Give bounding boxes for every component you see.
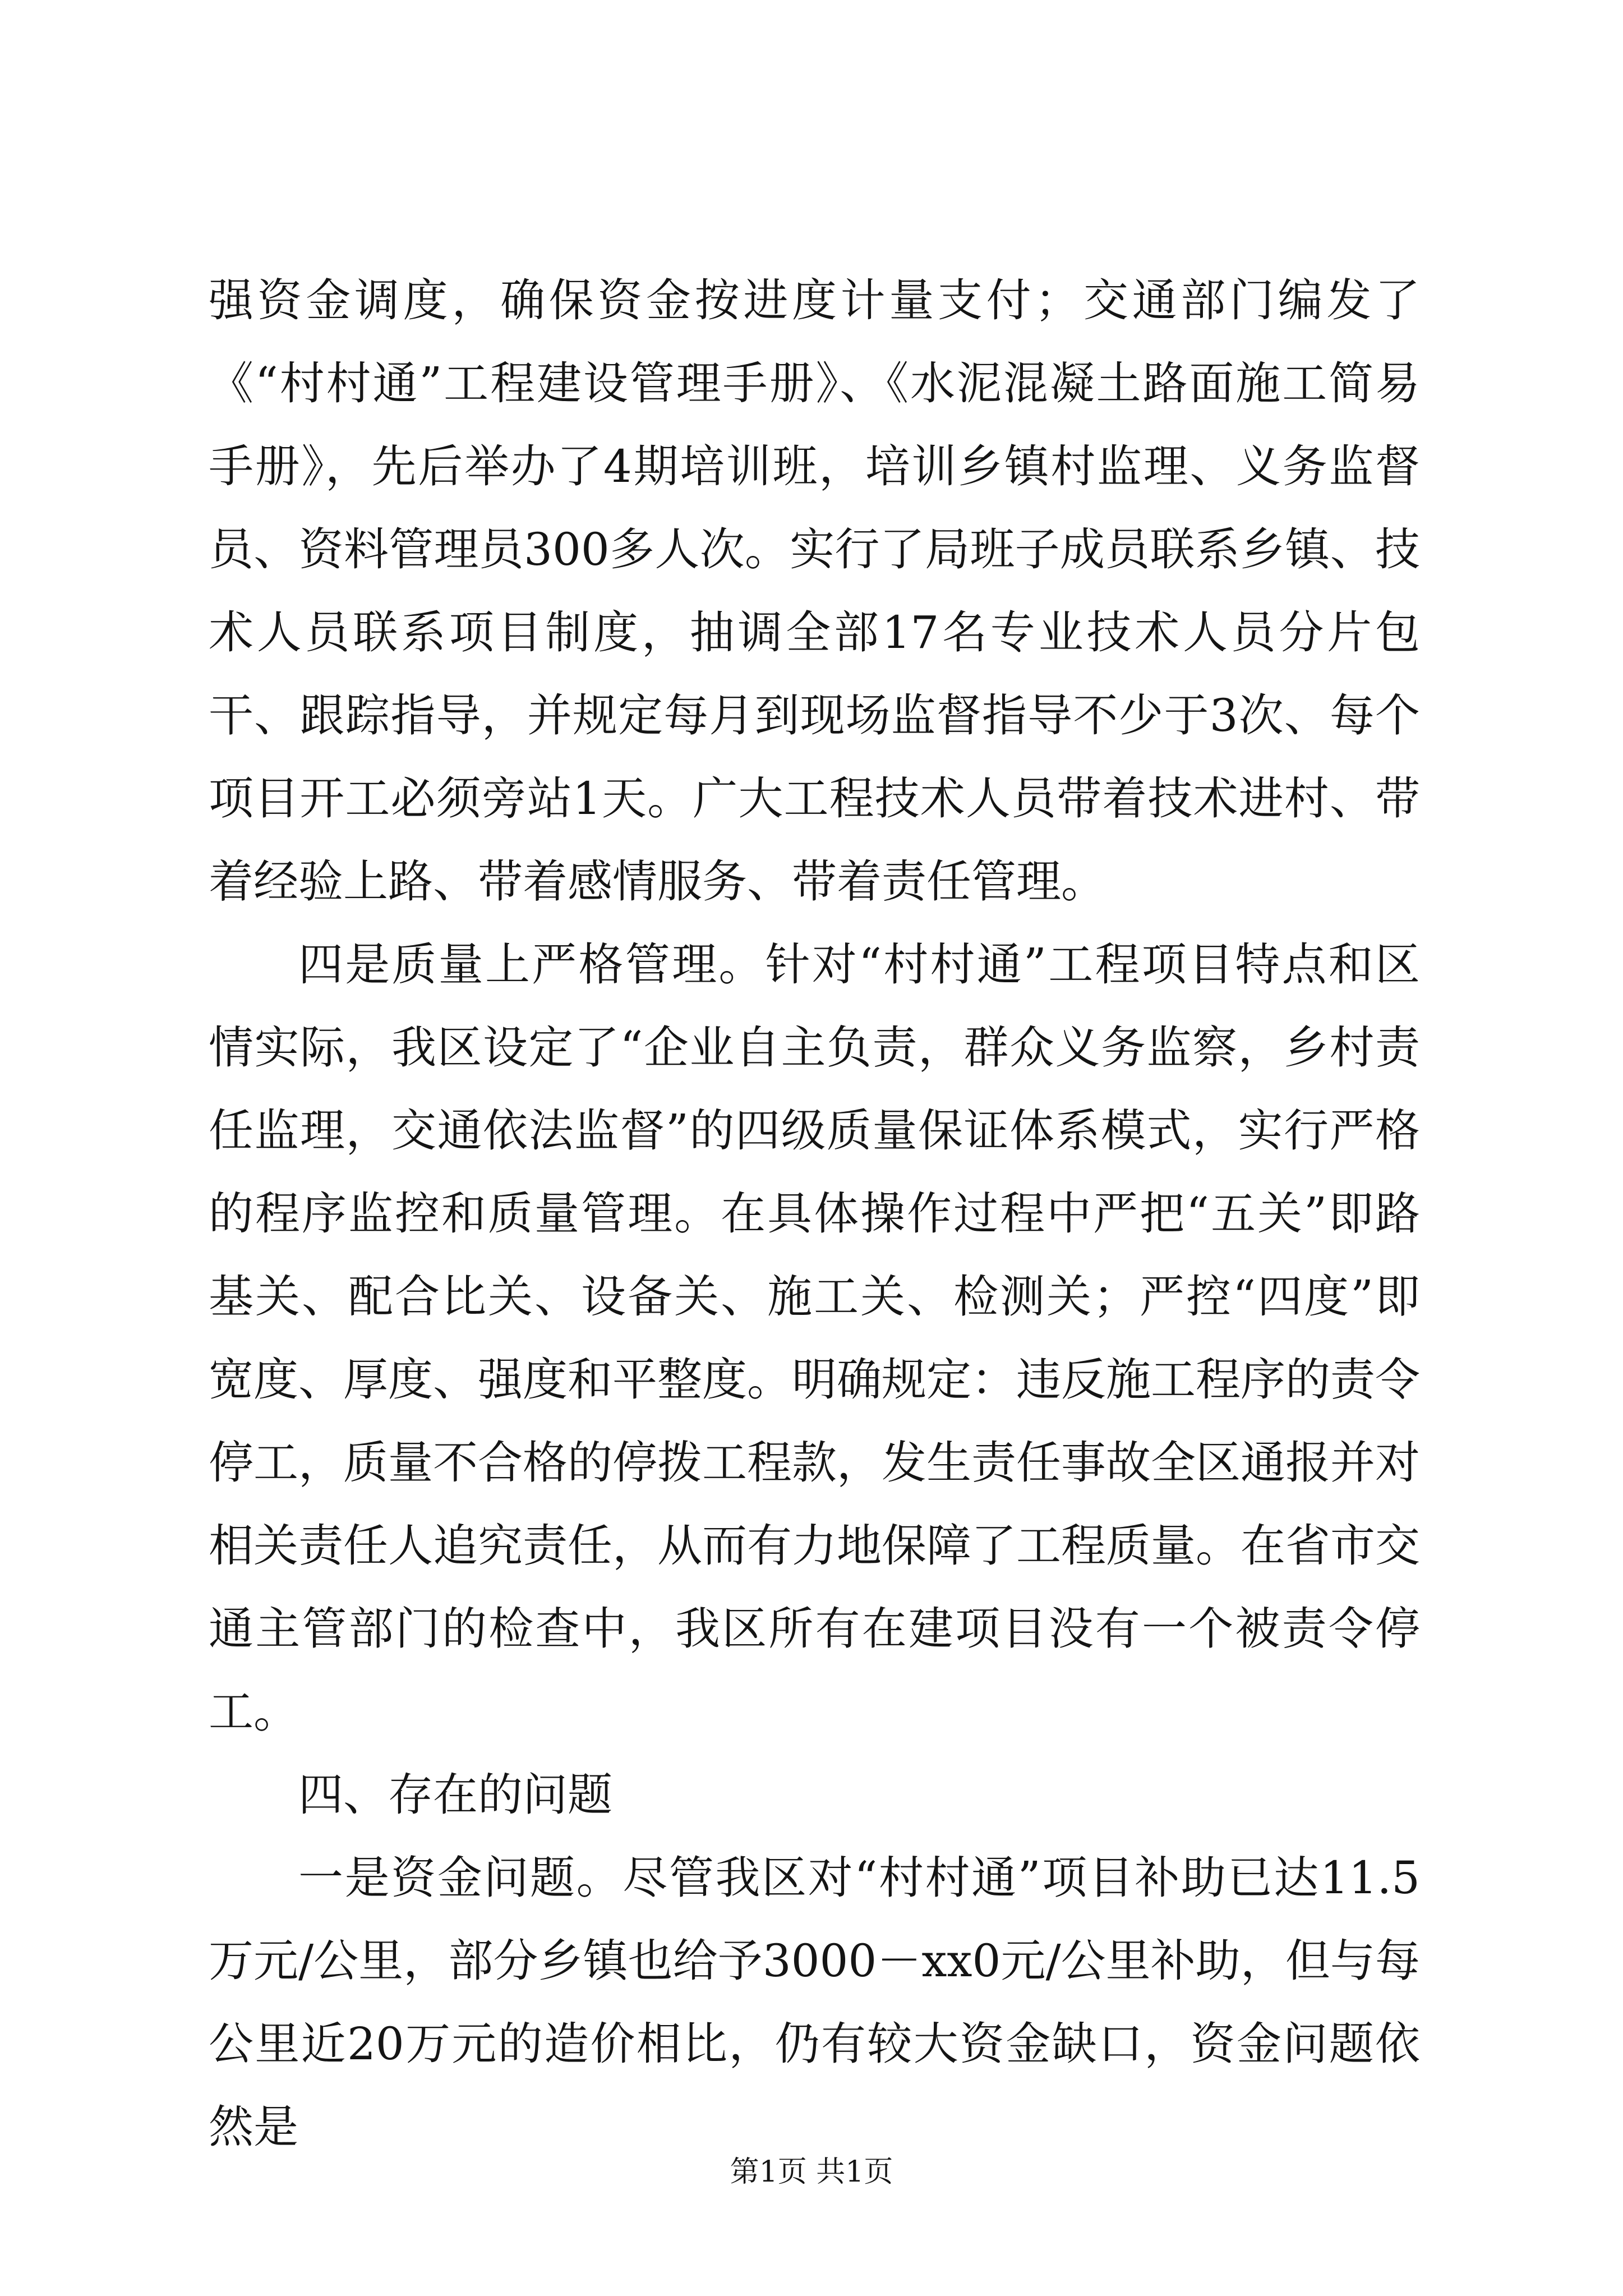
section-heading-problems: 四、存在的问题 — [298, 1769, 612, 1821]
page-number-footer: 第1页 共1页 — [730, 2155, 893, 2189]
paragraph-quality-management: 四是质量上严格管理。针对“村村通”工程项目特点和区情实际，我区设定了“企业自主负责，群众义务监察，乡村责任监理，交通依法监督”的四级质量保证体系模式，实行严格的程序监控和质量管理。在具体操作过程中严把“五关”即路基关、配合比关、设备关、施工关、检测关；严控“四度”即宽度、厚度、强度和平整度。明确规定：违反施工程序的责令停工，质量不合格的停拨工程款，发生责任事故全区通报并对相关责任人追究责任，从而有力地保障了工程质量。在省市交通主管部门的检查中，我区所有在建项目没有一个被责令停工。 — [209, 938, 1420, 1738]
paragraph-continuation: 强资金调度，确保资金按进度计量支付；交通部门编发了《“村村通”工程建设管理手册》、《水泥混凝土路面施工简易手册》，先后举办了4期培训班，培训乡镇村监理、义务监督员、资料管理员300多人次。实行了局班子成员联系乡镇、技术人员联系项目制度，抽调全部17名专业技术人员分片包干、跟踪指导，并规定每月到现场监督指导不少于3次、每个项目开工必须旁站1天。广大工程技术人员带着技术进村、带着经验上路、带着感情服务、带着责任管理。 — [209, 274, 1420, 908]
paragraph-funding-problem: 一是资金问题。尽管我区对“村村通”项目补助已达11.5万元/公里，部分乡镇也给予3000－xx0元/公里补助，但与每公里近20万元的造价相比，仍有较大资金缺口，资金问题依然是 — [209, 1852, 1420, 2153]
document-body — [209, 259, 1420, 2169]
